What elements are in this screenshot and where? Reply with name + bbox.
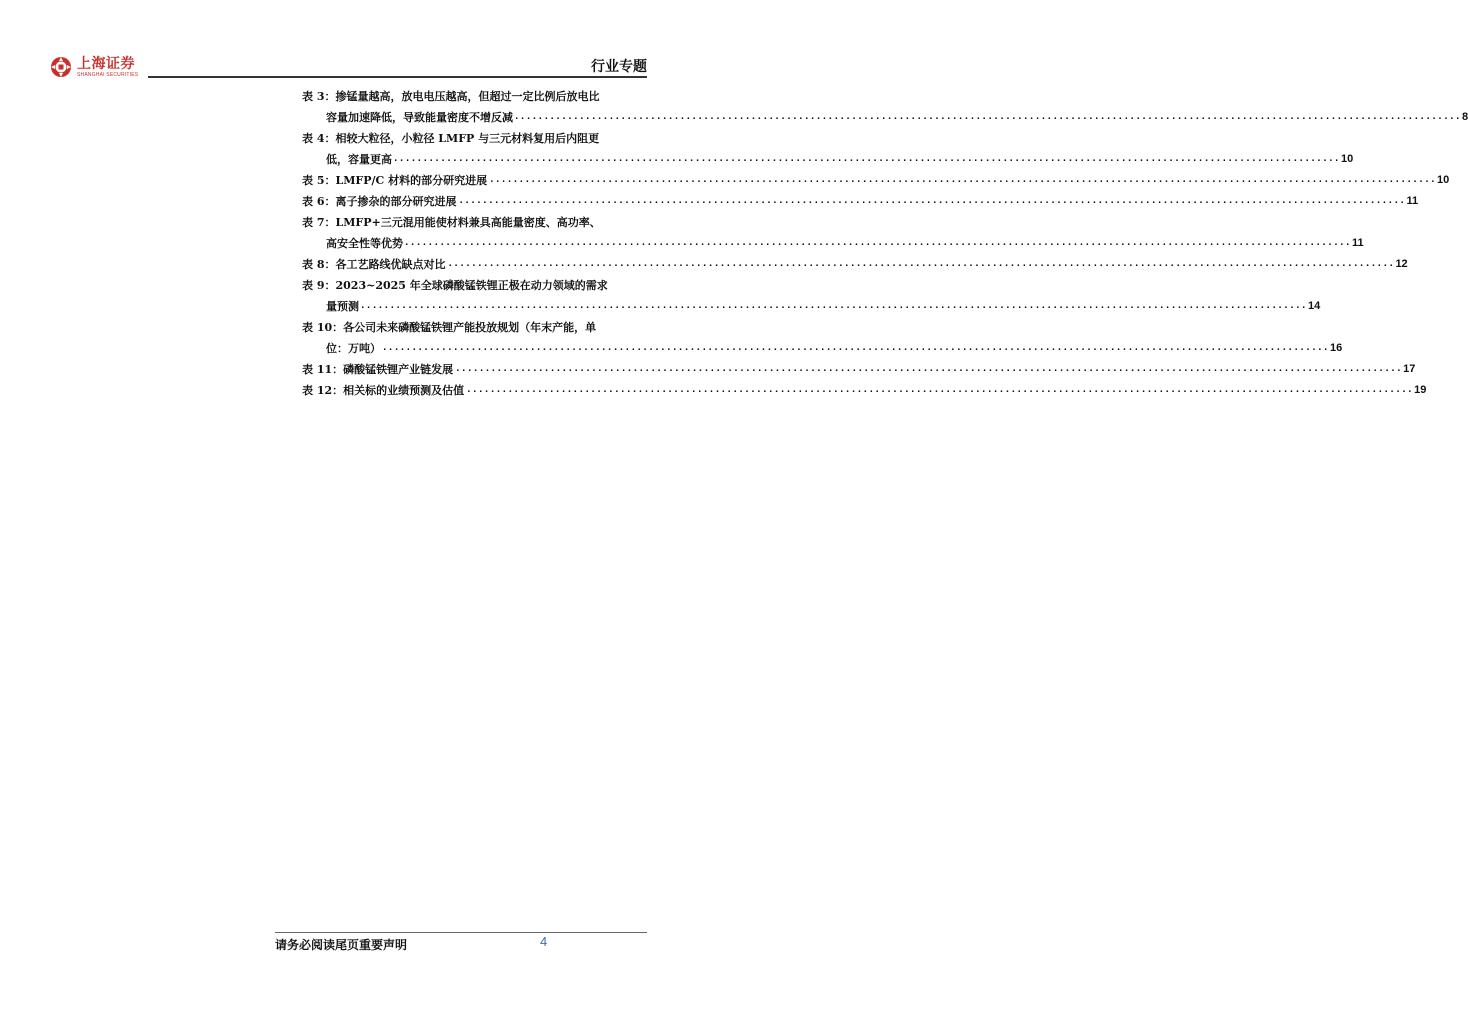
toc-page-number: 12 (1395, 258, 1408, 270)
toc-entry-title-line: 表 10：各公司未来磷酸锰铁锂产能投放规划（年末产能，单 (302, 321, 597, 334)
table-of-contents-list (302, 86, 1468, 401)
section-title: 行业专题 (591, 59, 647, 75)
toc-page-number: 11 (1351, 237, 1364, 249)
toc-page-number: 14 (1307, 300, 1321, 312)
toc-dot-leader: ................................................................................................................................................................ (393, 154, 1340, 164)
toc-page-number: 16 (1329, 342, 1343, 354)
toc-entry-title-line: 表 7：LMFP+三元混用能使材料兼具高能量密度、高功率、 (302, 216, 601, 229)
toc-dot-leader: ................................................................................................................................................................ (466, 385, 1414, 395)
toc-entry-final-line (302, 107, 1468, 128)
toc-entry[interactable] (302, 86, 1468, 128)
logo-english-name: SHANGHAI SECURITIES (77, 71, 139, 78)
toc-page-number: 11 (1406, 195, 1419, 207)
toc-page-number: 8 (1461, 111, 1468, 123)
footer-divider (275, 932, 647, 933)
toc-entry-final-line (302, 191, 1419, 212)
toc-page-number: 10 (1340, 153, 1354, 165)
toc-dot-leader: ................................................................................................................................................................ (458, 196, 1406, 206)
toc-entry-final-line (302, 380, 1427, 401)
logo-emblem-icon (50, 56, 72, 78)
toc-page-number: 17 (1403, 363, 1416, 375)
toc-entry-final-line (302, 254, 1408, 275)
toc-entry[interactable] (302, 380, 1427, 401)
page-header (0, 0, 724, 80)
logo-chinese-name: 上海证券 (77, 55, 135, 72)
footer-disclaimer: 请务必阅读尾页重要声明 (275, 938, 408, 952)
toc-entry-title: 表 11：磷酸锰铁锂产业链发展 (302, 363, 454, 376)
toc-dot-leader: ................................................................................................................................................................ (514, 112, 1461, 122)
toc-entry[interactable] (302, 212, 1364, 254)
toc-entry[interactable] (302, 170, 1450, 191)
toc-entry-final-line (302, 338, 1343, 359)
toc-entry-title-line: 表 3：掺锰量越高，放电电压越高，但超过一定比例后放电比 (302, 90, 600, 103)
toc-entry[interactable] (302, 128, 1354, 170)
toc-entry[interactable] (302, 317, 1343, 359)
company-logo (50, 56, 138, 78)
header-divider (148, 76, 647, 78)
toc-entry-final-line (302, 149, 1354, 170)
toc-entry-final-line (302, 359, 1416, 380)
toc-dot-leader: ................................................................................................................................................................ (489, 175, 1437, 185)
toc-entry-title: 位：万吨） (326, 342, 381, 355)
toc-entry-title: 量预测 (326, 300, 359, 313)
toc-entry-title-line: 表 9：2023~2025 年全球磷酸锰铁锂正极在动力领域的需求 (302, 279, 608, 292)
toc-dot-leader: ................................................................................................................................................................ (360, 301, 1307, 311)
toc-page-number: 10 (1437, 174, 1450, 186)
toc-entry-title: 表 5：LMFP/C 材料的部分研究进展 (302, 174, 488, 187)
toc-entry-title: 低，容量更高 (326, 153, 392, 166)
toc-entry-final-line (302, 170, 1450, 191)
toc-entry[interactable] (302, 254, 1408, 275)
toc-entry-title: 容量加速降低，导致能量密度不增反减 (326, 111, 513, 124)
toc-dot-leader: ................................................................................................................................................................ (382, 343, 1329, 353)
toc-dot-leader: ................................................................................................................................................................ (404, 238, 1351, 248)
page-number: 4 (540, 934, 548, 949)
toc-entry-title-line: 表 4：相较大粒径，小粒径 LMFP 与三元材料复用后内阻更 (302, 132, 600, 145)
toc-dot-leader: ................................................................................................................................................................ (447, 259, 1395, 269)
toc-entry-title: 表 6：离子掺杂的部分研究进展 (302, 195, 457, 208)
toc-entry-final-line (302, 233, 1364, 254)
toc-entry-title: 表 8：各工艺路线优缺点对比 (302, 258, 446, 271)
toc-entry[interactable] (302, 359, 1416, 380)
toc-dot-leader: ................................................................................................................................................................ (455, 364, 1403, 374)
toc-entry[interactable] (302, 275, 1321, 317)
toc-entry-title: 表 12：相关标的业绩预测及估值 (302, 384, 465, 397)
toc-entry-title: 高安全性等优势 (326, 237, 403, 250)
toc-page-number: 19 (1414, 384, 1427, 396)
toc-entry-final-line (302, 296, 1321, 317)
toc-entry[interactable] (302, 191, 1419, 212)
